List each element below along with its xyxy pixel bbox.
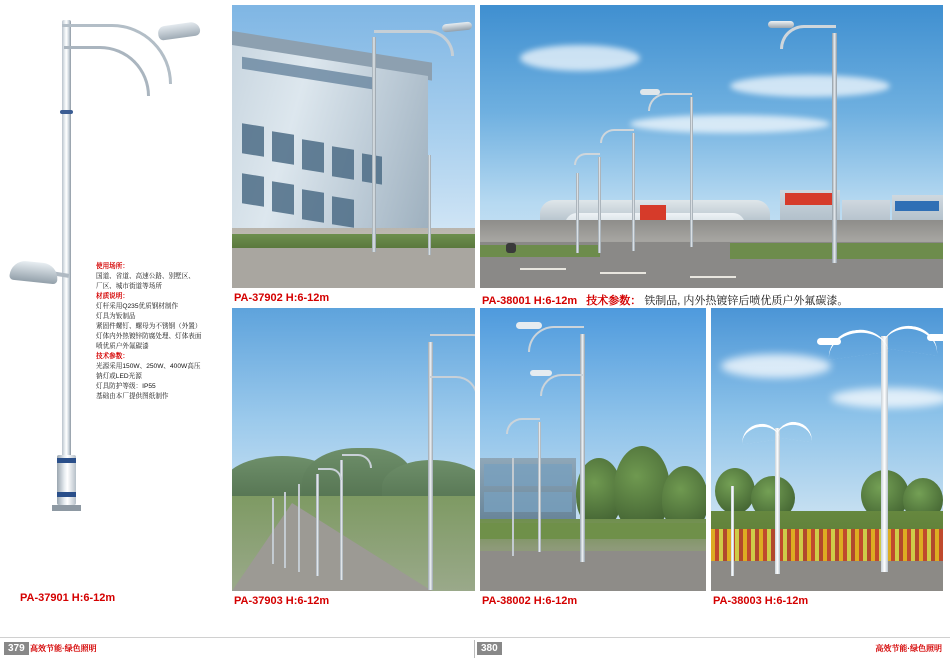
caption-pa-37903: PA-37903 H:6-12m bbox=[234, 595, 330, 607]
glass-facade bbox=[484, 492, 572, 512]
usage-heading: 使用场所： bbox=[96, 263, 129, 270]
billboard bbox=[895, 201, 939, 211]
window bbox=[332, 146, 354, 179]
window bbox=[332, 196, 354, 227]
caption-pa-37902: PA-37902 H:6-12m bbox=[234, 292, 330, 304]
footer-slogan-left: 高效节能·绿色照明 bbox=[30, 644, 97, 653]
street-light-pole-main bbox=[832, 33, 837, 263]
footer-slogan-right: 高效节能·绿色照明 bbox=[875, 644, 942, 653]
caption-pa-37901: PA-37901 H:6-12m bbox=[20, 592, 116, 604]
tech-line-3: 灯具防护等级：IP55 bbox=[96, 383, 156, 391]
caption-pa-38001 bbox=[482, 292, 848, 308]
street-light-arm bbox=[648, 93, 692, 111]
road bbox=[711, 561, 943, 591]
street-light-arm bbox=[574, 153, 600, 165]
tech-heading: 技术参数： bbox=[96, 353, 129, 361]
lamp-head-icon bbox=[640, 89, 660, 95]
street-light-pole bbox=[316, 474, 319, 576]
lamp-head-icon bbox=[157, 21, 201, 41]
street-light-pole bbox=[512, 458, 514, 556]
caption-pa-38003: PA-38003 H:6-12m bbox=[713, 595, 809, 607]
page-number-right: 380 bbox=[477, 642, 502, 655]
mid-lamp-head-icon bbox=[9, 260, 59, 285]
material-line-1: 灯杆采用Q235优质钢材制作 bbox=[96, 303, 179, 311]
window bbox=[302, 189, 324, 222]
road-marking bbox=[600, 272, 646, 274]
tech-label: 技术参数： bbox=[586, 295, 642, 307]
product-image-pa-37903 bbox=[232, 308, 475, 591]
material-line-3: 紧固件螺钉、螺母为不锈钢（外置） bbox=[96, 323, 202, 331]
street-light-pole bbox=[538, 422, 541, 552]
product-image-pa-38002 bbox=[480, 308, 706, 591]
tech-line-2: 钠灯或LED光源 bbox=[96, 373, 142, 381]
billboard bbox=[785, 193, 837, 205]
road bbox=[480, 551, 706, 591]
tree bbox=[715, 468, 755, 514]
road bbox=[232, 503, 432, 591]
decorative-light-pole-main bbox=[881, 336, 888, 572]
tech-note: 铁制品, 内外热镀锌后喷优质户外氟碳漆。 bbox=[644, 295, 849, 307]
street-light-pole bbox=[576, 173, 579, 253]
cloud bbox=[630, 115, 830, 133]
flower-bed bbox=[711, 529, 943, 561]
lamp-head-icon bbox=[768, 21, 794, 28]
street-light-pole bbox=[284, 492, 286, 568]
usage-line-2: 厂区、城市街道等场所 bbox=[96, 283, 162, 291]
street-light-pole bbox=[372, 37, 376, 252]
glass-facade bbox=[484, 464, 572, 486]
lamp-head-icon bbox=[530, 370, 552, 376]
lamp-head-icon bbox=[516, 322, 542, 329]
road-marking bbox=[690, 276, 736, 278]
street-light-pole bbox=[598, 157, 601, 253]
caption-code-pa-38001: PA-38001 H:6-12m bbox=[482, 295, 578, 307]
street-light-pole bbox=[632, 133, 635, 251]
pole-ring-upper bbox=[60, 110, 73, 114]
product-image-pa-38001 bbox=[480, 5, 943, 288]
street-light-pole bbox=[272, 498, 274, 564]
street-light-arm bbox=[374, 30, 454, 56]
page-number-left: 379 bbox=[4, 642, 29, 655]
window bbox=[242, 173, 264, 206]
product-image-pa-37902 bbox=[232, 5, 475, 288]
street-light-arm-secondary bbox=[430, 376, 475, 398]
tech-line-1: 光源采用150W、250W、400W高压 bbox=[96, 363, 201, 371]
lamp-head-icon bbox=[927, 334, 943, 341]
cloud bbox=[721, 354, 831, 378]
product-image-pa-38003 bbox=[711, 308, 943, 591]
cloud bbox=[520, 45, 640, 71]
window bbox=[242, 123, 264, 156]
window bbox=[302, 139, 324, 172]
street-light-pole-main bbox=[580, 334, 585, 562]
pole-foot-plate bbox=[52, 505, 81, 511]
material-line-4: 灯体内外热镀锌防腐处理、灯体表面 bbox=[96, 333, 202, 341]
street-light-arm-main bbox=[430, 334, 475, 364]
lamp-head-icon bbox=[817, 338, 841, 345]
pole-band-upper bbox=[57, 458, 76, 463]
footer-divider bbox=[474, 640, 475, 658]
caption-pa-38002: PA-38002 H:6-12m bbox=[482, 595, 578, 607]
decorative-light-pole bbox=[775, 428, 780, 574]
pole-band-lower bbox=[57, 492, 76, 497]
road-marking bbox=[520, 268, 566, 270]
street-light-pole bbox=[690, 97, 693, 247]
street-light-arm bbox=[600, 129, 634, 143]
window bbox=[272, 181, 294, 214]
street-light-pole bbox=[298, 484, 300, 572]
specification-text-block bbox=[96, 262, 228, 402]
green-belt bbox=[480, 245, 600, 257]
decorative-light-pole bbox=[731, 486, 734, 576]
usage-line-1: 国道、省道、高速公路、别墅区、 bbox=[96, 273, 195, 281]
page-footer bbox=[0, 637, 950, 659]
cloud bbox=[730, 75, 890, 97]
vehicle bbox=[506, 243, 516, 253]
window bbox=[272, 131, 294, 164]
road bbox=[232, 248, 475, 288]
distant-pole bbox=[428, 155, 431, 255]
tech-line-4: 基础由本厂提供图纸制作 bbox=[96, 393, 169, 401]
material-line-5: 喷优质户外氟碳漆 bbox=[96, 343, 149, 351]
material-heading: 材质说明： bbox=[96, 293, 129, 301]
material-line-2: 灯具为钣制品 bbox=[96, 313, 136, 321]
